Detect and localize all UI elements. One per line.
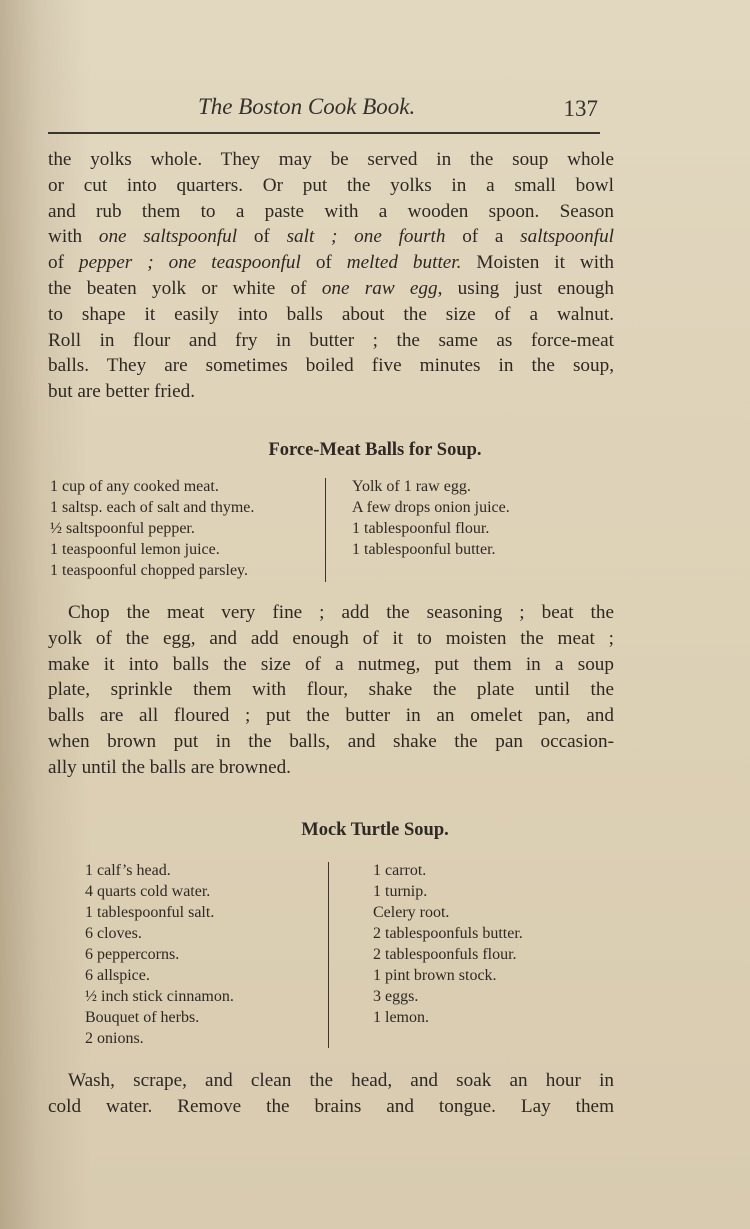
text-line: Roll in flour and fry in butter ; the same as force-meat xyxy=(48,329,614,351)
ingredient-item: ½ inch stick cinnamon. xyxy=(85,988,234,1005)
header-rule xyxy=(48,132,600,134)
ingredient-item: 1 cup of any cooked meat. xyxy=(50,478,219,495)
ingredient-item: 1 carrot. xyxy=(373,862,427,879)
text-line: or cut into quarters. Or put the yolks in a small bowl xyxy=(48,174,614,196)
text-line-with-italics: the beaten yolk or white of one raw egg, using just enough xyxy=(48,277,614,299)
ingredient-item: A few drops onion juice. xyxy=(352,499,510,516)
ingredient-item: 6 allspice. xyxy=(85,967,150,984)
text-line: the yolks whole. They may be served in the soup whole xyxy=(48,149,614,170)
ingredient-item: Yolk of 1 raw egg. xyxy=(352,478,471,495)
ingredient-item: 1 calf’s head. xyxy=(85,862,171,879)
ingredient-item: 1 teaspoonful lemon juice. xyxy=(50,541,220,558)
text-line: make it into balls the size of a nutmeg, put them in a soup xyxy=(48,653,614,675)
text-line: yolk of the egg, and add enough of it to moisten the meat ; xyxy=(48,627,614,649)
ingredient-item: 1 lemon. xyxy=(373,1009,429,1026)
text-line: Wash, scrape, and clean the head, and soak an hour in xyxy=(68,1070,614,1091)
ingredient-item: 2 tablespoonfuls flour. xyxy=(373,946,517,963)
ingredient-item: 6 peppercorns. xyxy=(85,946,180,963)
text-line: ally until the balls are browned. xyxy=(48,756,291,778)
intro-paragraph xyxy=(48,147,614,405)
ingredient-item: 6 cloves. xyxy=(85,925,142,942)
text-line: Chop the meat very fine ; add the seasoning ; beat the xyxy=(68,602,614,623)
ingredient-item: 1 turnip. xyxy=(373,883,428,900)
running-title: The Boston Cook Book. xyxy=(198,94,416,119)
ingredient-item: 1 teaspoonful chopped parsley. xyxy=(50,562,249,579)
text-line: but are better fried. xyxy=(48,381,196,403)
ingredient-item: 4 quarts cold water. xyxy=(85,883,211,900)
text-line: to shape it easily into balls about the size of a walnut. xyxy=(48,303,614,325)
page-header xyxy=(50,92,600,122)
mock-turtle-ingredients-left xyxy=(85,860,325,1049)
text-line: balls. They are sometimes boiled five minutes in the soup, xyxy=(48,355,614,377)
ingredient-item: 2 onions. xyxy=(85,1030,144,1047)
ingredient-item: 1 saltsp. each of salt and thyme. xyxy=(50,499,255,516)
recipe-title-mock-turtle: Mock Turtle Soup. xyxy=(301,820,449,840)
page-number: 137 xyxy=(563,96,598,121)
recipe-title-force-meat: Force-Meat Balls for Soup. xyxy=(268,440,482,460)
ingredient-item: 1 tablespoonful salt. xyxy=(85,904,215,921)
ingredient-item: Celery root. xyxy=(373,904,450,921)
text-line: when brown put in the balls, and shake the pan occasion- xyxy=(48,730,614,752)
text-line-with-italics: of pepper ; one teaspoonful of melted butter. Moisten it with xyxy=(48,252,615,274)
ingredient-item: 1 tablespoonful flour. xyxy=(352,520,490,537)
column-divider xyxy=(325,478,326,582)
mock-turtle-ingredients-right xyxy=(373,860,613,1028)
force-meat-ingredients-left xyxy=(50,476,320,581)
text-line: and rub them to a paste with a wooden spoon. Season xyxy=(48,200,614,222)
ingredient-item: 2 tablespoonfuls butter. xyxy=(373,925,523,942)
text-line: cold water. Remove the brains and tongue. Lay them xyxy=(48,1095,614,1117)
column-divider xyxy=(328,862,329,1048)
force-meat-directions xyxy=(48,600,614,781)
ingredient-item: 1 pint brown stock. xyxy=(373,967,497,984)
text-line: balls are all floured ; put the butter in an omelet pan, and xyxy=(48,705,614,727)
force-meat-ingredients-right xyxy=(352,476,612,560)
text-line: plate, sprinkle them with flour, shake the plate until the xyxy=(48,679,614,701)
text-line-with-italics: with one saltspoonful of salt ; one fourth of a saltspoonful xyxy=(48,226,614,248)
mock-turtle-directions xyxy=(48,1068,614,1120)
ingredient-item: 1 tablespoonful butter. xyxy=(352,541,496,558)
ingredient-item: ½ saltspoonful pepper. xyxy=(50,520,195,537)
ingredient-item: 3 eggs. xyxy=(373,988,419,1005)
ingredient-item: Bouquet of herbs. xyxy=(85,1009,200,1026)
